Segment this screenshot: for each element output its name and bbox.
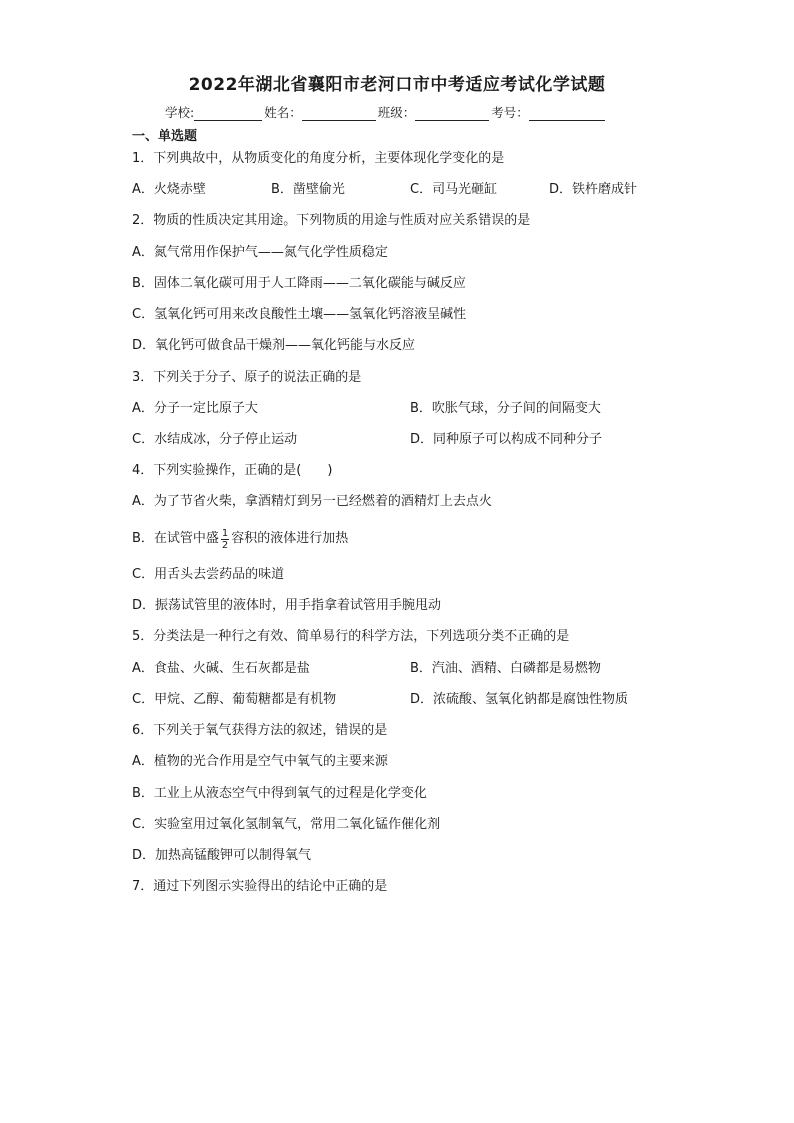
school-blank[interactable] — [194, 106, 262, 121]
question-1-option-a: A．火烧赤壁 — [132, 182, 206, 197]
question-7-stem: 7．通过下列图示实验得出的结论中正确的是 — [132, 879, 388, 894]
question-3-stem: 3．下列关于分子、原子的说法正确的是 — [132, 370, 362, 385]
question-1-option-c: C．司马光砸缸 — [410, 182, 498, 197]
question-6-option-b: B．工业上从液态空气中得到氧气的过程是化学变化 — [132, 786, 427, 801]
question-1-option-d: D．铁杵磨成针 — [549, 182, 638, 197]
question-1-stem: 1．下列典故中，从物质变化的角度分析，主要体现化学变化的是 — [132, 151, 505, 166]
question-6-option-c: C．实验室用过氧化氢制氧气，常用二氧化锰作催化剂 — [132, 817, 441, 832]
question-2-option-d: D．氧化钙可做食品干燥剂——氧化钙能与水反应 — [132, 338, 416, 353]
question-5-option-d: D．浓硫酸、氢氧化钠都是腐蚀性物质 — [410, 692, 629, 707]
class-blank[interactable] — [415, 106, 489, 121]
question-2-option-c: C．氢氧化钙可用来改良酸性土壤——氢氧化钙溶液呈碱性 — [132, 307, 467, 322]
question-4-stem: 4．下列实验操作，正确的是( ) — [132, 463, 333, 478]
number-label: 考号： — [491, 105, 529, 120]
question-6-stem: 6．下列关于氧气获得方法的叙述，错误的是 — [132, 723, 388, 738]
question-4-option-b-suffix: 容积的液体进行加热 — [231, 531, 349, 546]
question-2-option-b: B．固体二氧化碳可用于人工降雨——二氧化碳能与碱反应 — [132, 276, 466, 291]
question-4-option-c: C．用舌头去尝药品的味道 — [132, 567, 285, 582]
school-label: 学校: — [165, 105, 195, 120]
fraction-denominator: 2 — [221, 539, 229, 551]
question-6-option-a: A．植物的光合作用是空气中氧气的主要来源 — [132, 754, 388, 769]
question-5-option-c: C．甲烷、乙醇、葡萄糖都是有机物 — [132, 692, 337, 707]
question-4-option-d: D．振荡试管里的液体时，用手指拿着试管用手腕甩动 — [132, 598, 442, 613]
question-3-option-c: C．水结成冰，分子停止运动 — [132, 432, 298, 447]
question-5-stem: 5．分类法是一种行之有效、简单易行的科学方法，下列选项分类不正确的是 — [132, 629, 570, 644]
question-5-option-b: B．汽油、酒精、白磷都是易燃物 — [410, 661, 601, 676]
question-3-option-a: A．分子一定比原子大 — [132, 401, 258, 416]
one-half-fraction — [221, 528, 229, 551]
question-2-option-a: A．氮气常用作保护气——氮气化学性质稳定 — [132, 245, 388, 260]
student-info-line — [165, 103, 607, 121]
class-label: 班级： — [377, 105, 416, 120]
question-4-option-b-prefix: B．在试管中盛 — [132, 531, 219, 546]
page-title: 2022年湖北省襄阳市老河口市中考适应考试化学试题 — [188, 75, 606, 95]
name-label: 姓名： — [264, 105, 302, 120]
question-6-option-d: D．加热高锰酸钾可以制得氧气 — [132, 848, 312, 863]
question-1-option-b: B．凿壁偷光 — [271, 182, 345, 197]
question-5-option-a: A．食盐、火碱、生石灰都是盐 — [132, 661, 310, 676]
question-4-option-a: A．为了节省火柴，拿酒精灯到另一已经燃着的酒精灯上去点火 — [132, 494, 492, 509]
question-3-option-b: B．吹胀气球，分子间的间隔变大 — [410, 401, 601, 416]
question-2-stem: 2．物质的性质决定其用途。下列物质的用途与性质对应关系错误的是 — [132, 213, 531, 228]
question-3-option-d: D．同种原子可以构成不同种分子 — [410, 432, 603, 447]
fraction-numerator: 1 — [221, 527, 229, 539]
section-heading: 一、单选题 — [132, 129, 198, 144]
question-4-option-b — [132, 522, 348, 556]
name-blank[interactable] — [302, 106, 376, 121]
number-blank[interactable] — [529, 106, 605, 121]
